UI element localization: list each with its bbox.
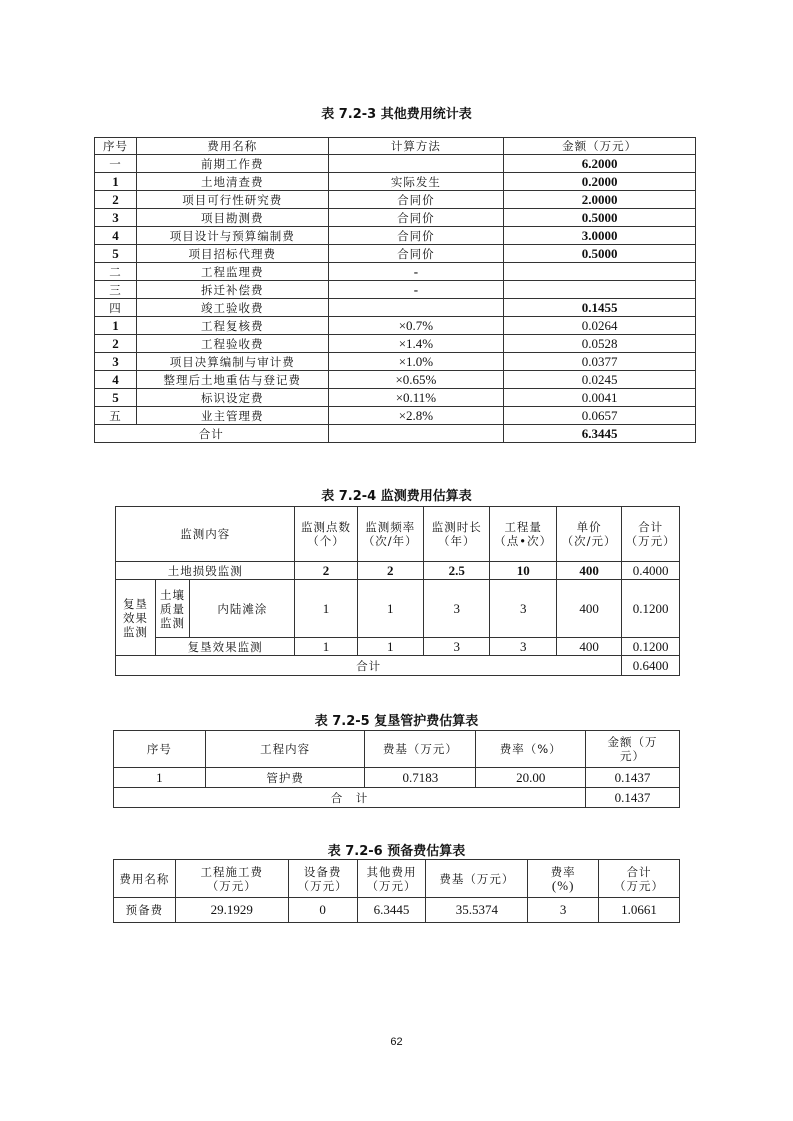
table-row (95, 353, 696, 371)
header-points (295, 507, 357, 562)
cell-method: ×0.65% (328, 371, 504, 389)
table-row (95, 191, 696, 209)
table-7-2-6-title: 表 7.2-6 预备费估算表 (327, 844, 466, 859)
header-content: 工程内容 (205, 731, 365, 768)
header-price (556, 507, 621, 562)
header-col-0-l1: 费用名称 (119, 871, 170, 886)
table-row (95, 335, 696, 353)
cell-name: 竣工验收费 (136, 299, 328, 317)
cell-amount: 0.0377 (504, 353, 696, 371)
header-freq (357, 507, 423, 562)
cell-seq: 三 (95, 281, 137, 299)
header-freq-l1: 监测频率 (365, 520, 416, 534)
cell-amount (504, 281, 696, 299)
header-col-4 (426, 860, 528, 898)
table-row (95, 209, 696, 227)
cell-seq: 四 (95, 299, 137, 317)
header-col-3 (357, 860, 426, 898)
cell-name: 土地清查费 (136, 173, 328, 191)
header-price-l2: （次/元） (561, 534, 617, 548)
cell-name: 项目可行性研究费 (136, 191, 328, 209)
group-label-l2: 效果 (122, 610, 148, 625)
header-col-4-l1: 费基（万元） (439, 871, 515, 886)
header-col-2-l1: 设备费 (303, 864, 342, 879)
monitoring-cost-table (115, 506, 680, 676)
header-duration-l2: （年） (437, 534, 476, 548)
cell-amount: 0.0041 (504, 389, 696, 407)
header-seq: 序号 (114, 731, 206, 768)
cell-qty: 10 (490, 562, 556, 580)
header-amount-l2: 元） (620, 749, 646, 763)
cell-seq: 2 (95, 335, 137, 353)
header-price-l1: 单价 (576, 520, 602, 534)
total-label: 合计 (95, 425, 329, 443)
header-row (95, 138, 696, 155)
cell-method: ×0.7% (328, 317, 504, 335)
header-col-6-l1: 合计 (626, 864, 652, 879)
cell-seq: 2 (95, 191, 137, 209)
sub-label (155, 580, 189, 638)
table-row (95, 317, 696, 335)
cell-amount: 0.0264 (504, 317, 696, 335)
total-row (116, 656, 680, 676)
cell-amount: 3.0000 (504, 227, 696, 245)
header-col-5 (528, 860, 599, 898)
cell-name: 业主管理费 (136, 407, 328, 425)
table-row (95, 245, 696, 263)
header-qty-l1: 工程量 (504, 520, 542, 534)
cell-equipment: 0 (288, 898, 357, 923)
total-value: 0.1437 (586, 788, 680, 808)
header-amount (586, 731, 680, 768)
cell-total: 1.0661 (599, 898, 680, 923)
header-col-5-l2: (%) (551, 877, 575, 893)
cell-seq: 3 (95, 353, 137, 371)
cell-qty: 3 (490, 638, 556, 656)
cell-method: 实际发生 (328, 173, 504, 191)
sub-label-l2: 质量 (160, 601, 186, 616)
table-row (116, 638, 680, 656)
total-value: 6.3445 (504, 425, 696, 443)
table-row (95, 389, 696, 407)
total-value: 0.6400 (622, 656, 680, 676)
page-number: 62 (390, 1036, 403, 1048)
table-row (95, 281, 696, 299)
header-duration-l1: 监测时长 (431, 520, 482, 534)
table-row (95, 173, 696, 191)
cell-name: 预备费 (114, 898, 176, 923)
header-points-l2: （个） (307, 534, 345, 548)
cell-total: 0.1200 (622, 580, 680, 638)
cell-duration: 3 (423, 638, 489, 656)
cell-price: 400 (556, 638, 621, 656)
header-seq: 序号 (95, 138, 137, 155)
cell-total: 0.1200 (622, 638, 680, 656)
table-row (116, 580, 680, 638)
total-label: 合计 (116, 656, 622, 676)
cell-name: 前期工作费 (136, 155, 328, 173)
sub-label-l3: 监测 (160, 615, 186, 630)
cell-method: - (328, 263, 504, 281)
cell-amount: 2.0000 (504, 191, 696, 209)
cell-seq: 1 (95, 173, 137, 191)
cell-base: 35.5374 (426, 898, 528, 923)
cell-method: ×0.11% (328, 389, 504, 407)
table-row (95, 299, 696, 317)
cell-method: - (328, 281, 504, 299)
total-label: 合 计 (114, 788, 586, 808)
cell-seq: 二 (95, 263, 137, 281)
header-duration (423, 507, 489, 562)
header-col-3-l2: （万元） (366, 878, 417, 893)
cell-amount: 0.0657 (504, 407, 696, 425)
header-amount: 金额（万元） (504, 138, 696, 155)
header-col-2 (288, 860, 357, 898)
cell-points: 2 (295, 562, 357, 580)
cell-content: 管护费 (205, 768, 365, 788)
total-row (95, 425, 696, 443)
header-total-l1: 合计 (638, 520, 664, 534)
header-col-2-l2: （万元） (297, 878, 348, 893)
row-label: 复垦效果监测 (155, 638, 295, 656)
cell-method: ×1.0% (328, 353, 504, 371)
table-row (95, 263, 696, 281)
cell-amount: 6.2000 (504, 155, 696, 173)
header-name: 费用名称 (136, 138, 328, 155)
cell-method: 合同价 (328, 245, 504, 263)
table-7-2-4-title: 表 7.2-4 监测费用估算表 (321, 489, 472, 504)
cell-amount: 0.1437 (586, 768, 680, 788)
cell-method: ×1.4% (328, 335, 504, 353)
header-total-l2: （万元） (625, 534, 676, 548)
cell-seq: 4 (95, 371, 137, 389)
cell-price: 400 (556, 562, 621, 580)
cell-name: 标识设定费 (136, 389, 328, 407)
cell-name: 整理后土地重估与登记费 (136, 371, 328, 389)
table-row (95, 407, 696, 425)
cell-points: 1 (295, 638, 357, 656)
header-qty-l2: （点•次） (494, 534, 553, 548)
cell-seq: 5 (95, 389, 137, 407)
cell-name: 工程监理费 (136, 263, 328, 281)
cell-name: 项目勘测费 (136, 209, 328, 227)
cell-freq: 1 (357, 580, 423, 638)
cell-name: 工程复核费 (136, 317, 328, 335)
reserve-fee-table (113, 859, 680, 923)
header-col-6-l2: （万元） (614, 878, 665, 893)
cell-seq: 五 (95, 407, 137, 425)
table-row (114, 898, 680, 923)
cell-points: 1 (295, 580, 357, 638)
header-col-3-l1: 其他费用 (366, 864, 417, 879)
table-row (116, 562, 680, 580)
header-points-l1: 监测点数 (300, 520, 351, 534)
header-qty (490, 507, 556, 562)
header-amount-l1: 金额（万 (607, 735, 658, 749)
cell-duration: 2.5 (423, 562, 489, 580)
cell-method (328, 299, 504, 317)
cell-name: 工程验收费 (136, 335, 328, 353)
cell-method (328, 155, 504, 173)
cell-price: 400 (556, 580, 621, 638)
sub-label-l1: 土壤 (160, 587, 186, 602)
cell-amount: 0.2000 (504, 173, 696, 191)
header-col-0 (114, 860, 176, 898)
total-method (328, 425, 504, 443)
table-row (95, 227, 696, 245)
cell-qty: 3 (490, 580, 556, 638)
header-total (622, 507, 680, 562)
cell-rate: 3 (528, 898, 599, 923)
cell-construction: 29.1929 (175, 898, 288, 923)
cell-amount: 0.5000 (504, 209, 696, 227)
cell-duration: 3 (423, 580, 489, 638)
cell-seq: 4 (95, 227, 137, 245)
cell-rate: 20.00 (476, 768, 586, 788)
row-label: 内陆滩涂 (190, 580, 295, 638)
group-label (116, 580, 156, 656)
cell-freq: 1 (357, 638, 423, 656)
cell-name: 项目设计与预算编制费 (136, 227, 328, 245)
cell-amount: 0.0528 (504, 335, 696, 353)
row-label: 土地损毁监测 (116, 562, 295, 580)
header-col-1-l2: （万元） (206, 878, 257, 893)
cell-other: 6.3445 (357, 898, 426, 923)
table-7-2-5-title: 表 7.2-5 复垦管护费估算表 (314, 714, 479, 729)
header-col-1 (175, 860, 288, 898)
cell-name: 项目招标代理费 (136, 245, 328, 263)
cell-seq: 1 (95, 317, 137, 335)
header-base: 费基（万元） (365, 731, 476, 768)
header-col-6 (599, 860, 680, 898)
table-7-2-3-title: 表 7.2-3 其他费用统计表 (321, 107, 472, 122)
cell-name: 项目决算编制与审计费 (136, 353, 328, 371)
table-row (95, 155, 696, 173)
cell-total: 0.4000 (622, 562, 680, 580)
cell-method: 合同价 (328, 227, 504, 245)
other-fees-table (94, 137, 696, 443)
total-row (114, 788, 680, 808)
cell-seq: 3 (95, 209, 137, 227)
cell-amount: 0.5000 (504, 245, 696, 263)
cell-amount: 0.0245 (504, 371, 696, 389)
table-row (114, 768, 680, 788)
table-row (95, 371, 696, 389)
group-label-l3: 监测 (122, 624, 148, 639)
header-rate: 费率（%） (476, 731, 586, 768)
header-col-5-l1: 费率 (550, 864, 576, 879)
cell-seq: 一 (95, 155, 137, 173)
header-freq-l2: （次/年） (362, 534, 418, 548)
cell-method: 合同价 (328, 209, 504, 227)
cell-amount (504, 263, 696, 281)
group-label-l1: 复垦 (122, 596, 148, 611)
header-col-1-l1: 工程施工费 (200, 864, 263, 879)
cell-amount: 0.1455 (504, 299, 696, 317)
maintenance-fee-table (113, 730, 680, 808)
header-content: 监测内容 (116, 507, 295, 562)
cell-seq: 1 (114, 768, 206, 788)
cell-seq: 5 (95, 245, 137, 263)
cell-method: ×2.8% (328, 407, 504, 425)
cell-freq: 2 (357, 562, 423, 580)
cell-name: 拆迁补偿费 (136, 281, 328, 299)
cell-base: 0.7183 (365, 768, 476, 788)
cell-method: 合同价 (328, 191, 504, 209)
header-method: 计算方法 (328, 138, 504, 155)
